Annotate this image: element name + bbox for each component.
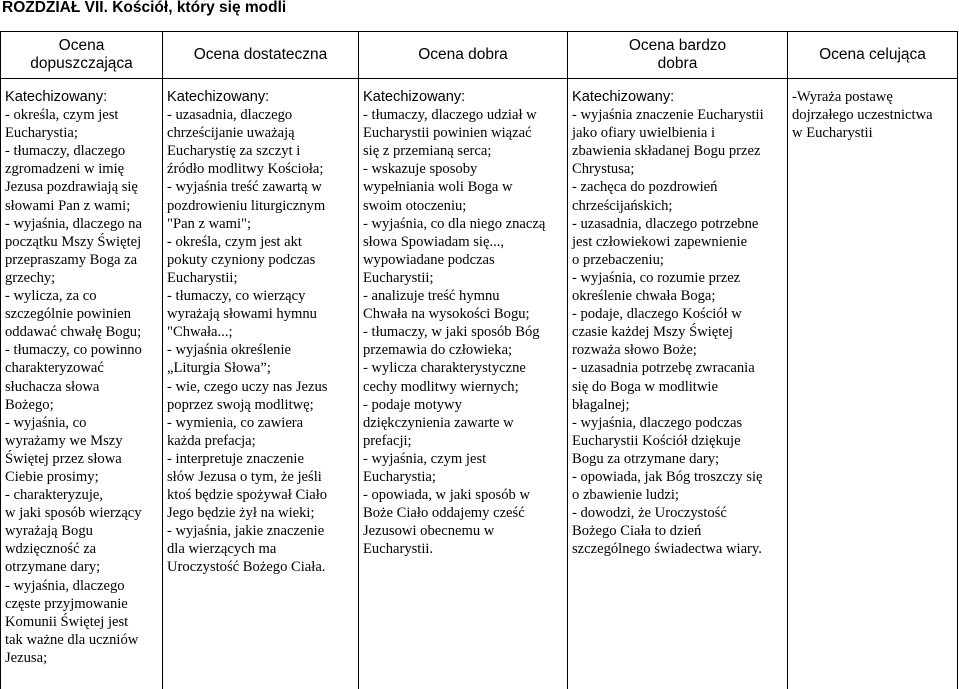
criteria-line: grzechy; [5,269,56,286]
criteria-line: wypełniania woli Boga w [363,179,513,196]
criteria-line: - opowiada, jak Bóg troszczy się [572,468,763,485]
criteria-line: określenie chwała Boga; [572,288,716,305]
criteria-line: zgromadzeni w imię [5,161,125,178]
criteria-line: zbawienia składanej Bogu przez [572,143,761,160]
criteria-line: - wie, czego uczy nas Jezus [167,378,328,395]
column-header-line: dopuszczająca [30,55,133,72]
criteria-line: Eucharystii powinien wiązać [363,125,532,142]
criteria-line: pozdrowieniu liturgicznym [167,197,326,214]
criteria-line: - wymienia, co zawiera [167,414,304,431]
criteria-line: się do Boga w modlitwie [572,378,718,395]
criteria-line: Eucharystia; [5,125,78,142]
criteria-line: - tłumaczy, dlaczego [5,143,126,160]
criteria-line: - tłumaczy, co wierzący [167,288,306,305]
criteria-line: - wyjaśnia określenie [167,342,292,359]
criteria-line: - zachęca do pozdrowień [572,179,718,196]
criteria-line: Świętej przez słowa [5,450,122,467]
criteria-heading: Katechizowany: [572,89,675,105]
criteria-cell [163,79,359,689]
criteria-line: tak ważne dla uczniów [5,631,139,648]
criteria-line: Uroczystość Bożego Ciała. [167,559,326,576]
criteria-line: - wyjaśnia znaczenie Eucharystii [572,107,764,124]
criteria-line: wyrażamy we Mszy [5,432,123,449]
criteria-line: Bożego; [5,396,54,413]
criteria-line: - wyjaśnia, jakie znaczenie [167,523,325,540]
criteria-line: Jego będzie żył na wieki; [167,505,315,522]
criteria-line: słowa Spowiadam się..., [363,233,505,250]
criteria-line: częste przyjmowanie [5,595,128,612]
criteria-line: Boże Ciało oddajemy cześć [363,505,525,522]
criteria-line: dziękczynienia zawarte w [363,414,514,431]
criteria-heading: Katechizowany: [5,89,108,105]
criteria-line: początku Mszy Świętej [5,233,142,250]
criteria-line: - uzasadnia, dlaczego potrzebne [572,215,759,232]
criteria-line: - charakteryzuje, [5,487,104,504]
column-header-line: dobra [657,55,698,72]
criteria-line: słuchacza słowa [5,378,100,395]
criteria-cell [568,79,788,689]
criteria-line: cechy modlitwy wiernych; [363,378,519,395]
criteria-line: błagalnej; [572,396,630,413]
criteria-line: Bogu za otrzymane dary; [572,450,720,467]
criteria-line: otrzymane dary; [5,559,101,576]
criteria-heading: Katechizowany: [167,89,270,105]
criteria-line: wypowiadane podczas [363,251,495,268]
criteria-line: - podaje motywy [363,396,462,413]
criteria-row [1,79,958,689]
criteria-line: Eucharystia; [363,468,436,485]
criteria-line: - tłumaczy, co powinno [5,342,142,359]
criteria-line: czasie każdej Mszy Świętej [572,324,733,341]
criteria-line: - interpretuje znaczenie [167,450,304,467]
column-header-line: Ocena bardzo [628,37,727,54]
criteria-line: dojrzałego uczestnictwa [792,107,933,124]
criteria-line: - wyjaśnia, co rozumie przez [572,269,741,286]
criteria-heading: Katechizowany: [363,89,466,105]
criteria-line: - wylicza charakterystyczne [363,360,526,377]
criteria-line: - wyjaśnia, co [5,414,87,431]
criteria-line: - wyjaśnia, co dla niego znaczą [363,215,546,232]
criteria-line: Jezusa; [5,649,48,666]
criteria-line: - określa, czym jest [5,107,119,124]
column-header [1,32,163,79]
criteria-cell [788,79,958,689]
criteria-line: prefacji; [363,432,412,449]
column-header-line: Ocena dostateczna [193,46,328,63]
criteria-line: - określa, czym jest akt [167,233,302,250]
criteria-line: charakteryzować [5,360,104,377]
criteria-line: ktoś będzie spożywał Ciało [167,487,328,504]
criteria-line: - wyjaśnia, dlaczego podczas [572,414,743,431]
criteria-line: wyrażają słowami hymnu [167,306,317,323]
criteria-line: - wyjaśnia, czym jest [363,450,487,467]
criteria-line: - analizuje treść hymnu [363,288,500,305]
criteria-line: o przebaczeniu; [572,251,664,268]
criteria-line: źródło modlitwy Kościoła; [167,161,324,178]
criteria-line: -Wyraża postawę [792,89,893,105]
criteria-line: - tłumaczy, w jaki sposób Bóg [363,324,540,341]
column-header [788,32,958,79]
criteria-line: Eucharystię za szczyt i [167,143,301,160]
column-header [359,32,568,79]
criteria-line: słowami Pan z wami; [5,197,131,214]
criteria-line: Bożego Ciała to dzień [572,523,702,540]
chapter-title: ROZDZIAŁ VII. Kościół, który się modli [2,0,287,16]
criteria-line: Jezusowi obecnemu w [363,523,495,540]
criteria-cell [1,79,163,689]
criteria-line: Ciebie prosimy; [5,468,99,485]
criteria-line: Chrystusa; [572,161,635,178]
criteria-line: - tłumaczy, dlaczego udział w [363,107,537,124]
criteria-line: - dowodzi, że Uroczystość [572,505,727,522]
criteria-line: - podaje, dlaczego Kościół w [572,306,742,323]
criteria-line: poprzez swoją modlitwę; [167,396,314,413]
criteria-line: dla wierzących ma [167,541,277,558]
grading-criteria-table [0,31,958,689]
criteria-line: Komunii Świętej jest [5,613,129,630]
criteria-line: w jaki sposób wierzący [5,505,142,522]
criteria-line: szczególnego świadectwa wiary. [572,541,762,558]
criteria-line: słów Jezusa o tym, że jeśli [167,468,322,485]
criteria-line: Eucharystii; [167,269,238,286]
criteria-line: przepraszamy Boga za [5,251,138,268]
criteria-line: „Liturgia Słowa”; [167,360,271,377]
criteria-line: jako ofiary uwielbienia i [572,125,716,142]
criteria-line: Eucharystii. [363,541,434,558]
criteria-line: w Eucharystii [792,125,873,142]
header-row [1,32,958,79]
criteria-line: przemawia do człowieka; [363,342,513,359]
criteria-line: o zbawienie ludzi; [572,487,679,504]
criteria-line: - wyjaśnia, dlaczego [5,577,125,594]
criteria-line: Chwała na wysokości Bogu; [363,306,530,323]
column-header-line: Ocena [58,37,105,54]
criteria-line: - opowiada, w jaki sposób w [363,487,530,504]
column-header-line: Ocena dobra [418,46,508,63]
criteria-line: - wyjaśnia treść zawartą w [167,179,322,196]
criteria-line: - wylicza, za co [5,288,97,305]
criteria-line: "Pan z wami"; [167,215,252,232]
criteria-line: "Chwała...; [167,324,233,341]
criteria-line: szczególnie powinien [5,306,132,323]
criteria-line: - uzasadnia potrzebę zwracania [572,360,755,377]
criteria-line: Jezusa pozdrawiają się [5,179,138,196]
criteria-line: - uzasadnia, dlaczego [167,107,293,124]
criteria-cell [359,79,568,689]
criteria-line: pokuty czyniony podczas [167,251,316,268]
criteria-line: każda prefacja; [167,432,256,449]
criteria-line: się z przemianą serca; [363,143,492,160]
criteria-line: chrześcijańskich; [572,197,673,214]
criteria-line: oddawać chwałę Bogu; [5,324,142,341]
criteria-line: Eucharystii; [363,269,434,286]
criteria-line: swoim otoczeniu; [363,197,467,214]
criteria-line: Eucharystii Kościół dziękuje [572,432,741,449]
criteria-line: - wyjaśnia, dlaczego na [5,215,142,232]
criteria-line: wyrażają Bogu [5,523,93,540]
criteria-line: rozważa słowo Boże; [572,342,697,359]
criteria-line: chrześcijanie uważają [167,125,295,142]
column-header [568,32,788,79]
criteria-line: wdzięczność za [5,541,97,558]
criteria-line: - wskazuje sposoby [363,161,478,178]
column-header-line: Ocena celująca [819,46,926,63]
column-header [163,32,359,79]
criteria-line: jest człowiekowi zapewnienie [572,233,748,250]
